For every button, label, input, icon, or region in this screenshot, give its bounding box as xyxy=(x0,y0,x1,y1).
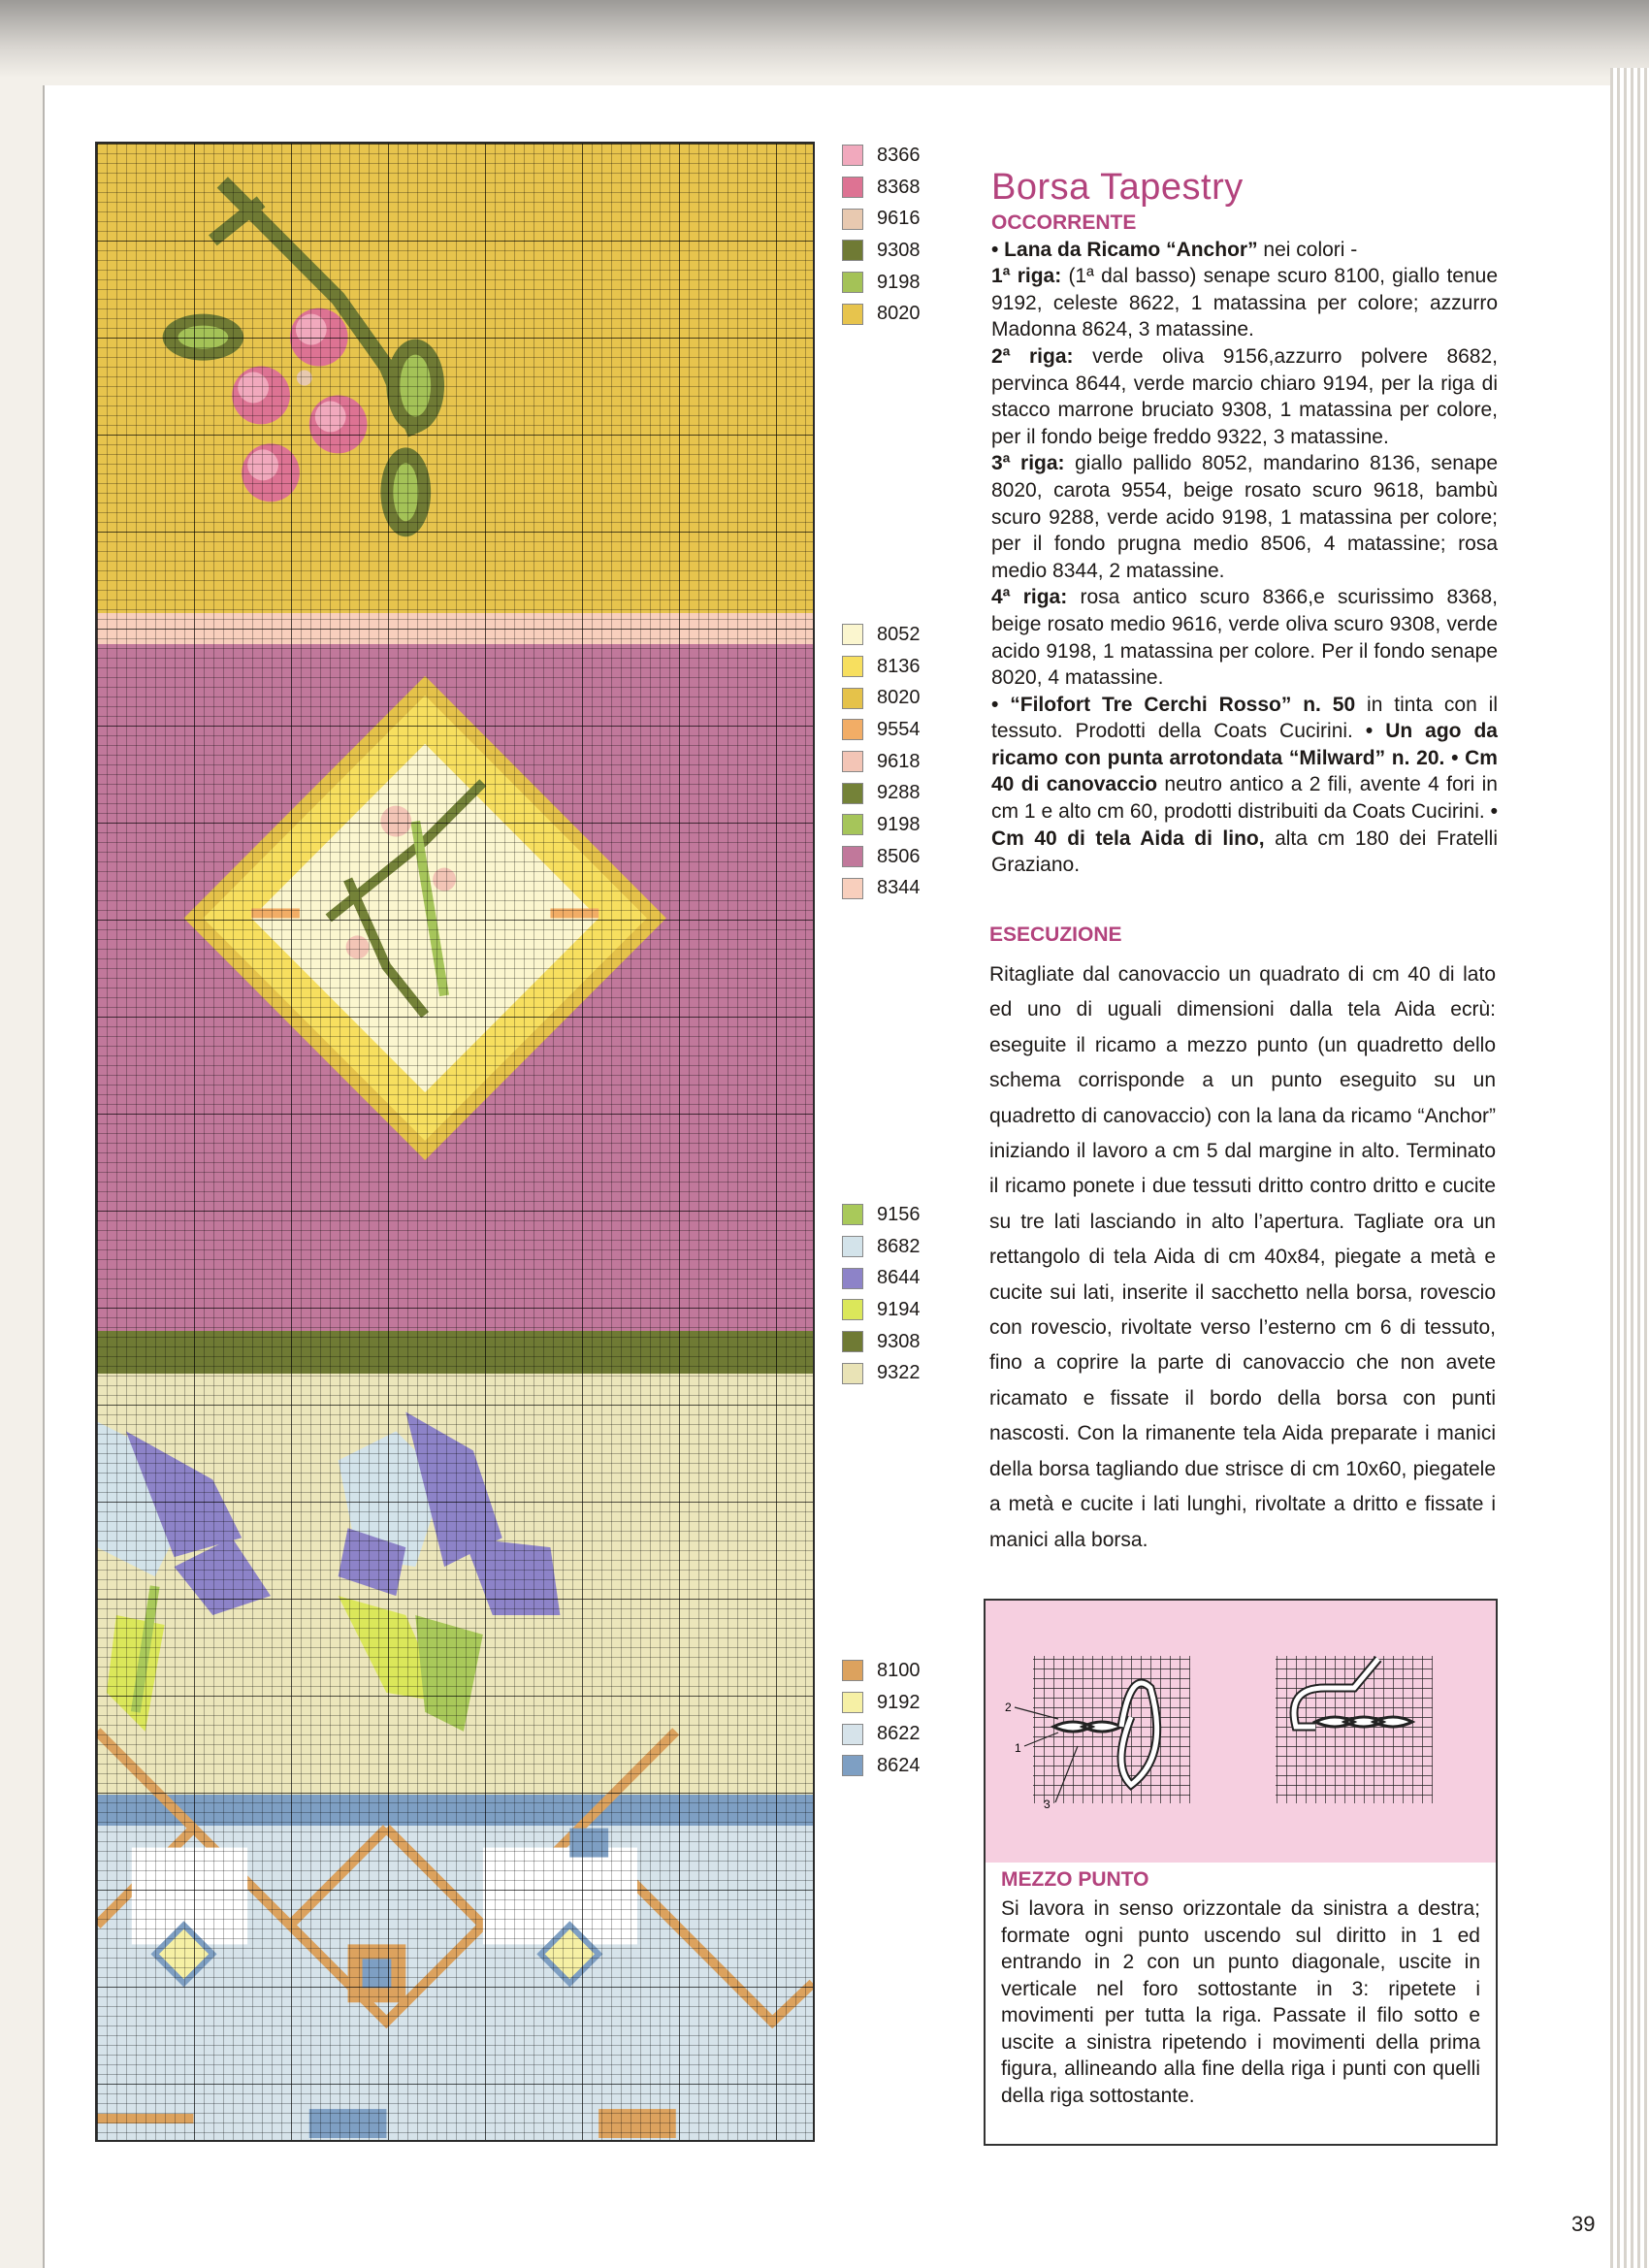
legend-item xyxy=(842,172,921,204)
legend-item xyxy=(842,1262,921,1294)
color-swatch xyxy=(842,624,863,645)
legend-riga-2 xyxy=(842,1199,921,1389)
legend-item xyxy=(842,235,921,267)
color-code: 8020 xyxy=(877,303,921,325)
legend-item xyxy=(842,203,921,235)
legend-item xyxy=(842,682,921,714)
legend-item xyxy=(842,1687,921,1719)
execution-text: Ritagliate dal canovaccio un quadrato di cm 40 di lato ed uno di uguali dimensioni dalla tela Aida ecrù: eseguite il ricamo a mezzo punto (un quadretto dello schema corrisponde a un punto eseguito su un quadretto di canovaccio) con la lana da ricamo “Anchor” iniziando il lavoro a cm 5 dal margine in alto. Terminato il ricamo ponete i due tessuti dritto contro dritto e cucite su tre lati lasciando in alto l’apertura. Tagliate ora un rettangolo di tela Aida di cm 40x84, piegate a metà e cucite sui lati, inserite il sacchetto nella borsa, rovescio con rovescio, rivoltate verso l’esterno cm 6 di tessuto, fino a coprire la parte di canovaccio che non avete ricamato e fissate il bordo della borsa con punti nascosti. Con la rimanente tela Aida preparate i manici della borsa tagliando due strisce di cm 10x60, piegatele a metà e cucite i lati lunghi, rivoltate a dritto e fissate i manici alla borsa. xyxy=(989,963,1496,1551)
color-swatch xyxy=(842,1724,863,1745)
materials-heading: OCCORRENTE xyxy=(991,211,1137,234)
color-code: 8100 xyxy=(877,1659,921,1681)
color-code: 8682 xyxy=(877,1235,921,1257)
legend-item xyxy=(842,1199,921,1231)
legend-item xyxy=(842,1326,921,1358)
color-swatch xyxy=(842,1331,863,1352)
legend-item xyxy=(842,1718,921,1750)
color-swatch xyxy=(842,656,863,677)
color-swatch xyxy=(842,783,863,804)
legend-item xyxy=(842,1357,921,1389)
color-code: 9192 xyxy=(877,1691,921,1713)
color-swatch xyxy=(842,1363,863,1384)
color-code: 9308 xyxy=(877,239,921,261)
legend-item xyxy=(842,1750,921,1782)
color-code: 9618 xyxy=(877,750,921,772)
page-stack-edge xyxy=(1610,68,1649,2268)
page-edge-shadow xyxy=(0,0,1649,78)
legend-item xyxy=(842,1655,921,1687)
legend-item xyxy=(842,777,921,809)
legend-item xyxy=(842,651,921,683)
color-swatch xyxy=(842,304,863,325)
color-code: 9288 xyxy=(877,782,921,804)
diamond-flower-motif xyxy=(184,676,666,1160)
color-swatch xyxy=(842,1660,863,1681)
color-swatch xyxy=(842,1692,863,1713)
berry-branch-motif xyxy=(163,182,444,536)
color-swatch xyxy=(842,1755,863,1776)
legend-item xyxy=(842,140,921,172)
legend-riga-4 xyxy=(842,140,921,330)
color-code: 9194 xyxy=(877,1298,921,1320)
color-code: 9554 xyxy=(877,718,921,740)
color-swatch xyxy=(842,145,863,166)
legend-riga-3 xyxy=(842,619,921,904)
color-swatch xyxy=(842,878,863,899)
bluebell-motifs xyxy=(97,1411,560,1731)
color-code: 8344 xyxy=(877,877,921,899)
cross-stitch-chart xyxy=(95,142,815,2142)
legend-item xyxy=(842,1231,921,1263)
color-code: 9198 xyxy=(877,271,921,293)
color-swatch xyxy=(842,1236,863,1257)
color-code: 9198 xyxy=(877,813,921,835)
color-code: 8366 xyxy=(877,144,921,166)
diagram-label-2: 2 xyxy=(1005,1701,1012,1714)
execution-heading: ESECUZIONE xyxy=(989,923,1122,946)
color-swatch xyxy=(842,1268,863,1289)
color-swatch xyxy=(842,1299,863,1320)
color-swatch xyxy=(842,688,863,709)
stitch-text: Si lavora in senso orizzontale da sinistra a destra; formate ogni punto uscendo sul diritto in 1 ed entrando in 2 con un punto diagonale, uscite in verticale nel foro sottostante in 3: ripetete i movimenti per tutta la riga. Passate il filo sotto e uscite a sinistra ripetendo i movimenti della prima figura, allineando alla fine della riga i punti con quelli della riga sottostante. xyxy=(1001,1897,1480,2107)
page-title: Borsa Tapestry xyxy=(991,167,1244,208)
color-code: 9322 xyxy=(877,1362,921,1384)
legend-item xyxy=(842,1294,921,1326)
color-code: 8506 xyxy=(877,845,921,867)
color-swatch xyxy=(842,272,863,293)
page-number: 39 xyxy=(1571,2212,1596,2236)
color-swatch xyxy=(842,719,863,740)
color-code: 9308 xyxy=(877,1330,921,1352)
color-code: 8368 xyxy=(877,176,921,198)
color-code: 8020 xyxy=(877,687,921,709)
materials-intro: • Lana da Ricamo “Anchor” nei colori - xyxy=(991,238,1358,261)
legend-item xyxy=(842,873,921,905)
diagram-label-3: 3 xyxy=(1044,1798,1051,1811)
color-code: 9616 xyxy=(877,208,921,230)
materials-riga-1: 1ª riga: (1ª dal basso) senape scuro 8100, giallo tenue 9192, celeste 8622, 1 matassina per colore; azzurro Madonna 8624, 3 matassine. xyxy=(991,265,1498,341)
color-swatch xyxy=(842,209,863,230)
color-code: 8622 xyxy=(877,1723,921,1745)
legend-item xyxy=(842,841,921,873)
chart-motifs xyxy=(97,144,813,2140)
diagram-label-1: 1 xyxy=(1015,1741,1021,1755)
half-cross-stitch-diagram xyxy=(986,1601,1496,1863)
legend-riga-1 xyxy=(842,1655,921,1782)
color-code: 8624 xyxy=(877,1754,921,1776)
stitch-instructions-box xyxy=(984,1599,1498,2146)
materials-riga-4: 4ª riga: rosa antico scuro 8366,e scurissimo 8368, beige rosato medio 9616, verde oliva scuro 9308, verde acido 9198, 1 matassina per colore. Per il fondo senape 8020, 4 matassine. xyxy=(991,586,1498,690)
stitch-heading: MEZZO PUNTO xyxy=(1001,1868,1149,1891)
color-code: 8136 xyxy=(877,655,921,677)
color-code: 9156 xyxy=(877,1203,921,1225)
legend-item xyxy=(842,619,921,651)
legend-item xyxy=(842,714,921,746)
color-swatch xyxy=(842,177,863,198)
legend-item xyxy=(842,746,921,778)
materials-supplies: • “Filofort Tre Cerchi Rosso” n. 50 in tinta con il tessuto. Prodotti della Coats Cucirini. • Un ago da ricamo con punta arrotondata “Milward” n. 20. • Cm 40 di canovaccio neutro antico a 2 fili, avente 4 fori in cm 1 e alto cm 60, prodotti distribuiti da Coats Cucirini. • Cm 40 di tela Aida di lino, alta cm 180 dei Fratelli Graziano. xyxy=(991,693,1498,877)
color-swatch xyxy=(842,1204,863,1225)
legend-item xyxy=(842,298,921,330)
color-swatch xyxy=(842,751,863,772)
stitch-diagram xyxy=(986,1601,1496,1863)
color-code: 8644 xyxy=(877,1267,921,1289)
color-swatch xyxy=(842,814,863,835)
materials-riga-3: 3ª riga: giallo pallido 8052, mandarino 8136, senape 8020, carota 9554, beige rosato scuro 9618, bambù scuro 9288, verde acido 9198, 1 matassina per colore; per il fondo prugna medio 8506, 4 matassine; rosa medio 8344, 2 matassine. xyxy=(991,452,1499,582)
materials-section xyxy=(991,210,1498,879)
color-code: 8052 xyxy=(877,623,921,645)
color-swatch xyxy=(842,240,863,261)
color-swatch xyxy=(842,846,863,867)
materials-riga-2: 2ª riga: verde oliva 9156,azzurro polvere 8682, pervinca 8644, verde marcio chiaro 9194, per la riga di stacco marrone bruciato 9308, 1 matassina per colore, per il fondo beige freddo 9322, 3 matassine. xyxy=(991,344,1498,448)
legend-item xyxy=(842,267,921,299)
lattice-centers xyxy=(132,1829,676,2138)
legend-item xyxy=(842,809,921,841)
